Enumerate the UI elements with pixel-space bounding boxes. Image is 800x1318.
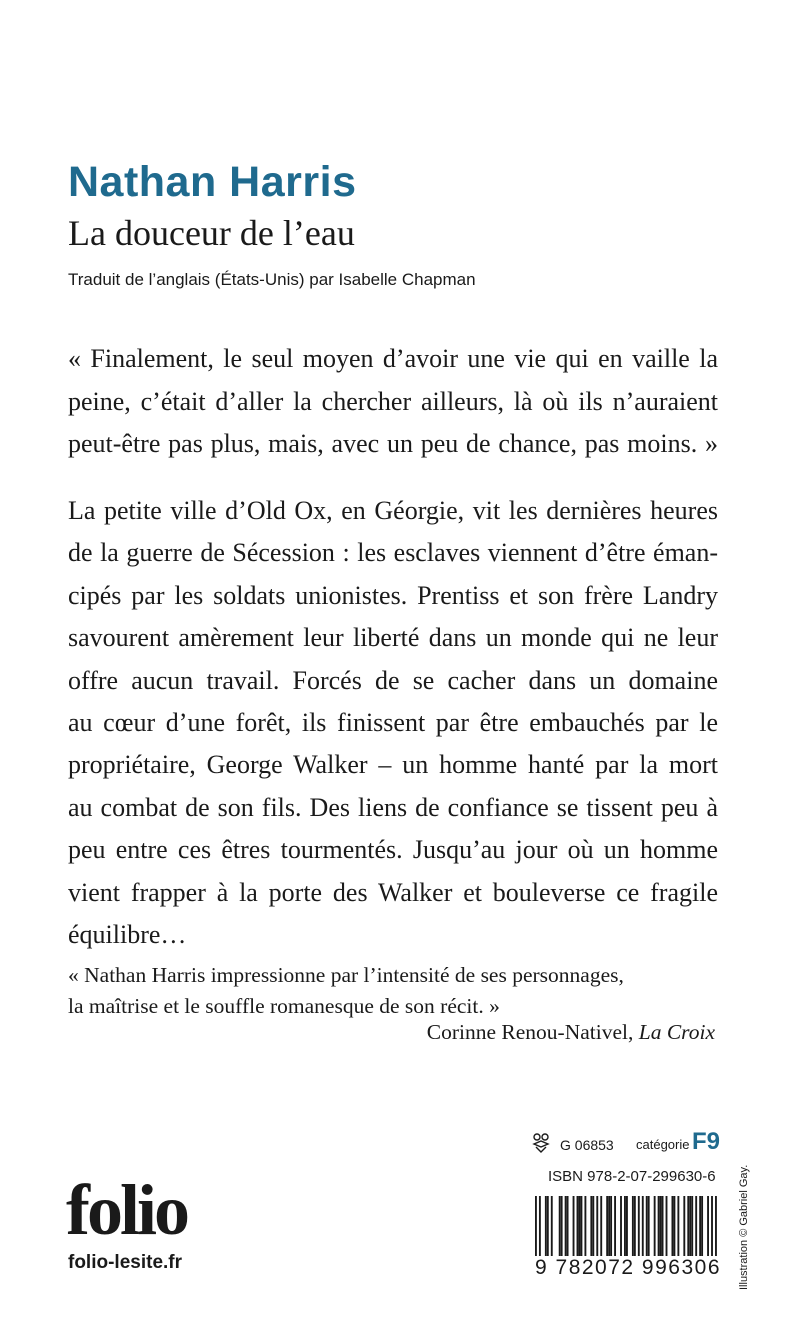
- isbn-barcode: [535, 1196, 721, 1280]
- barcode-bar: [592, 1196, 594, 1256]
- barcode-bar: [579, 1196, 581, 1256]
- barcode-bar: [632, 1196, 634, 1256]
- quote-line: « Finalement, le seul moyen d’avoir une vie qui en vaille la: [68, 344, 718, 373]
- barcode-bar: [646, 1196, 648, 1256]
- synopsis-line: propriétaire, George Walker – un homme hanté par la mort: [68, 750, 718, 780]
- publisher-website: folio-lesite.fr: [68, 1252, 183, 1273]
- barcode-bar: [559, 1196, 561, 1256]
- barcode-bar: [535, 1196, 537, 1256]
- barcode-bar: [642, 1196, 644, 1256]
- barcode-bar: [701, 1196, 703, 1256]
- review-attribution: [427, 1020, 715, 1045]
- barcode-bar: [608, 1196, 610, 1256]
- barcode-bar: [695, 1196, 697, 1256]
- barcode-bar: [539, 1196, 541, 1256]
- barcode-bar: [677, 1196, 679, 1256]
- barcode-bar: [584, 1196, 586, 1256]
- catalog-code: G 06853: [560, 1137, 614, 1153]
- barcode-bar: [634, 1196, 636, 1256]
- barcode-bar: [691, 1196, 693, 1256]
- critic-name: Corinne Renou-Nativel,: [426, 1020, 634, 1044]
- barcode-bar: [547, 1196, 549, 1256]
- barcode-bar: [614, 1196, 616, 1256]
- barcode-bar: [648, 1196, 650, 1256]
- barcode-bar: [699, 1196, 701, 1256]
- author-name: Nathan Harris: [68, 158, 357, 206]
- translator-credit: Traduit de l’anglais (États-Unis) par Isabelle Chapman: [68, 270, 476, 289]
- barcode-bar: [638, 1196, 640, 1256]
- quote-line: peut-être pas plus, mais, avec un peu de chance, pas moins. »: [68, 429, 718, 458]
- synopsis-line: de la guerre de Sécession : les esclaves viennent d’être éman-: [68, 538, 718, 568]
- folio-emblem-icon: [532, 1132, 550, 1154]
- barcode-bar: [689, 1196, 691, 1256]
- barcode-bar: [606, 1196, 608, 1256]
- barcode-bar: [624, 1196, 626, 1256]
- category-label: catégorie: [636, 1137, 690, 1152]
- barcode-bar: [660, 1196, 662, 1256]
- barcode-bar: [683, 1196, 685, 1256]
- synopsis-line: peu entre ces êtres tourmentés. Jusqu’au jour où un homme: [68, 835, 718, 865]
- barcode-bar: [654, 1196, 656, 1256]
- synopsis-line: équilibre…: [68, 920, 187, 950]
- synopsis: [68, 490, 718, 956]
- barcode-bar: [715, 1196, 717, 1256]
- opening-quote: [68, 338, 718, 466]
- barcode-bar: [590, 1196, 592, 1256]
- review-line: la maîtrise et le souffle romanesque de son récit. »: [68, 994, 500, 1018]
- catalog-code-row: [528, 1128, 721, 1162]
- synopsis-line: cipés par les soldats unionistes. Prentiss et son frère Landry: [68, 580, 718, 610]
- synopsis-line: offre aucun travail. Forcés de se cacher dans un domaine: [68, 665, 718, 695]
- barcode-bar: [626, 1196, 628, 1256]
- barcode-bar: [687, 1196, 689, 1256]
- press-review: [68, 960, 718, 1022]
- barcode-bar: [567, 1196, 569, 1256]
- barcode-bar: [707, 1196, 709, 1256]
- barcode-bar: [610, 1196, 612, 1256]
- publication-name: La Croix: [638, 1020, 715, 1044]
- barcode-bar: [581, 1196, 583, 1256]
- barcode-bar: [551, 1196, 553, 1256]
- synopsis-line: savourent amèrement leur liberté dans un monde qui ne leur: [68, 623, 718, 653]
- quote-line: peine, c’était d’aller la chercher ailleurs, là où ils n’auraient: [68, 386, 718, 416]
- barcode-bar: [711, 1196, 713, 1256]
- barcode-digits: 9 782072 996306: [535, 1256, 721, 1279]
- barcode-bar: [662, 1196, 664, 1256]
- book-title: La douceur de l’eau: [68, 213, 355, 253]
- barcode-bar: [565, 1196, 567, 1256]
- review-line: « Nathan Harris impressionne par l’intensité de ses personnages,: [68, 963, 624, 987]
- barcode-bar: [673, 1196, 675, 1256]
- barcode-bar: [600, 1196, 602, 1256]
- synopsis-line: vient frapper à la porte des Walker et bouleverse ce fragile: [68, 877, 718, 907]
- barcode-bar: [577, 1196, 579, 1256]
- synopsis-line: La petite ville d’Old Ox, en Géorgie, vit les dernières heures: [68, 496, 718, 525]
- barcode-bar: [620, 1196, 622, 1256]
- synopsis-line: au combat de son fils. Des liens de confiance se tissent peu à: [68, 792, 718, 822]
- barcode-bar: [672, 1196, 674, 1256]
- synopsis-line: au cœur d’une forêt, ils finissent par être embauchés par le: [68, 708, 718, 738]
- category-value: F9: [692, 1128, 721, 1155]
- barcode-bar: [658, 1196, 660, 1256]
- barcode-bar: [561, 1196, 563, 1256]
- publisher-logo: folio: [66, 1170, 187, 1250]
- barcode-bar: [596, 1196, 598, 1256]
- barcode-icon: [535, 1196, 717, 1256]
- isbn: ISBN 978-2-07-299630-6: [548, 1168, 716, 1185]
- illustration-credit: Illustration © Gabriel Gay.: [738, 1164, 750, 1290]
- barcode-bar: [545, 1196, 547, 1256]
- barcode-bar: [666, 1196, 668, 1256]
- barcode-bar: [573, 1196, 575, 1256]
